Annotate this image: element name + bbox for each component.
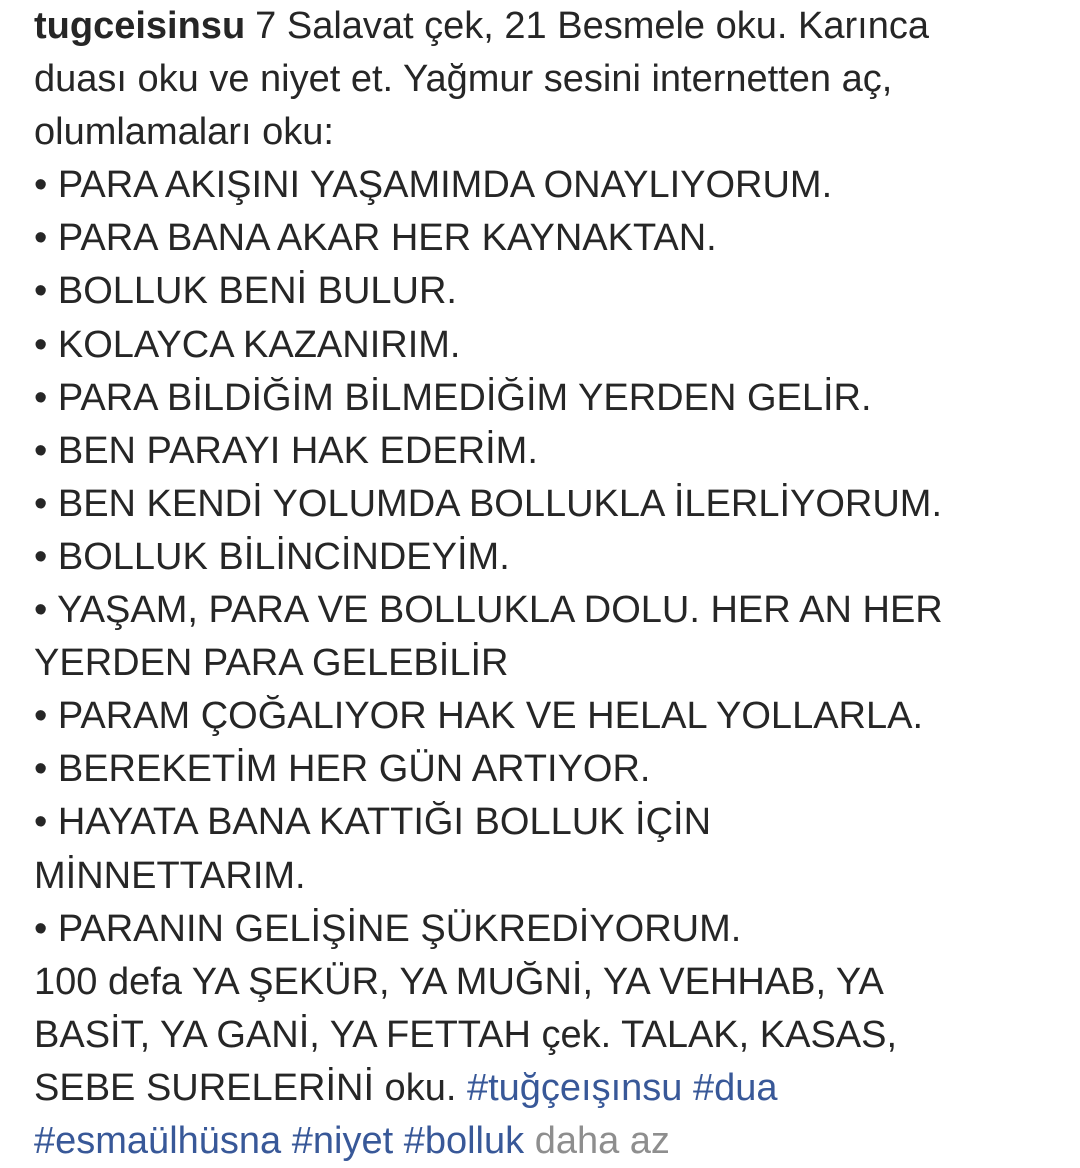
hashtag-link-esmaulhusna[interactable]: #esmaülhüsna — [34, 1119, 282, 1162]
hashtag-link-niyet[interactable]: #niyet — [291, 1119, 394, 1162]
caption-text: 7 Salavat çek, 21 Besmele oku. Karınca — [255, 5, 929, 47]
hashtag-link-tugceisinsu[interactable]: #tuğçeışınsu — [466, 1066, 683, 1109]
caption-line: duası oku ve niyet et. Yağmur sesini internetten aç, — [34, 58, 893, 101]
hashtag-link-dua[interactable]: #dua — [693, 1066, 778, 1109]
affirmation-item: • PARAM ÇOĞALIYOR HAK VE HELAL YOLLARLA. — [34, 695, 924, 738]
affirmation-item: • YAŞAM, PARA VE BOLLUKLA DOLU. HER AN HER — [34, 589, 943, 632]
affirmation-item: • KOLAYCA KAZANIRIM. — [34, 323, 461, 366]
post-caption — [34, 0, 1054, 1168]
affirmation-item: • BOLLUK BENİ BULUR. — [34, 270, 457, 313]
affirmation-item-continued: YERDEN PARA GELEBİLİR — [34, 642, 509, 685]
username-link[interactable]: tugceisinsu — [34, 5, 246, 47]
affirmation-item: • PARA BİLDİĞİM BİLMEDİĞİM YERDEN GELİR. — [34, 376, 872, 419]
show-less-link[interactable]: daha az — [534, 1119, 670, 1162]
affirmation-item-continued: MİNNETTARIM. — [34, 854, 306, 897]
affirmation-item: • BEREKETİM HER GÜN ARTIYOR. — [34, 748, 651, 791]
affirmation-item: • BOLLUK BİLİNCİNDEYİM. — [34, 535, 510, 578]
caption-line: 100 defa YA ŞEKÜR, YA MUĞNİ, YA VEHHAB, YA — [34, 960, 884, 1003]
caption-line — [34, 1062, 1054, 1115]
hashtag-link-bolluk[interactable]: #bolluk — [403, 1119, 525, 1162]
caption-line — [34, 0, 1054, 53]
caption-text: SEBE SURELERİNİ oku. — [34, 1066, 457, 1109]
caption-line: BASİT, YA GANİ, YA FETTAH çek. TALAK, KASAS, — [34, 1013, 898, 1056]
affirmation-item: • PARA BANA AKAR HER KAYNAKTAN. — [34, 217, 717, 260]
affirmation-item: • BEN PARAYI HAK EDERİM. — [34, 429, 538, 472]
caption-line: olumlamaları oku: — [34, 111, 334, 154]
affirmation-item: • HAYATA BANA KATTIĞI BOLLUK İÇİN — [34, 801, 712, 844]
affirmation-item: • PARANIN GELİŞİNE ŞÜKREDİYORUM. — [34, 907, 742, 950]
affirmation-item: • BEN KENDİ YOLUMDA BOLLUKLA İLERLİYORUM. — [34, 482, 943, 525]
affirmation-item: • PARA AKIŞINI YAŞAMIMDA ONAYLIYORUM. — [34, 164, 833, 207]
caption-line — [34, 1115, 1054, 1168]
